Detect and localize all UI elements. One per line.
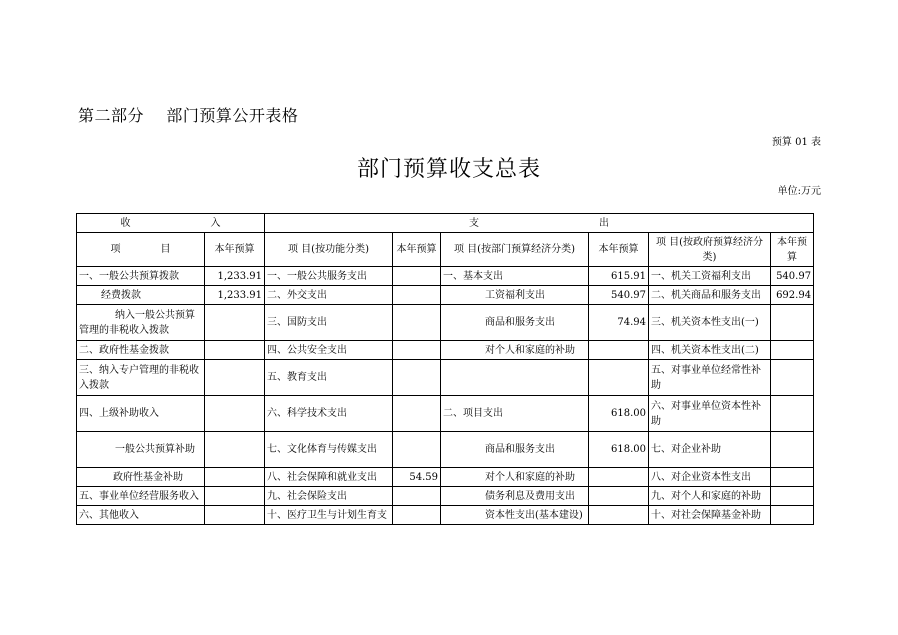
econ-amount: 618.00 <box>589 396 649 432</box>
func-item: 九、社会保险支出 <box>265 487 393 506</box>
func-amount <box>393 432 441 468</box>
gov-item: 十、对社会保障基金补助 <box>649 506 771 525</box>
func-item: 一、一般公共服务支出 <box>265 267 393 286</box>
econ-item: 一、基本支出 <box>441 267 589 286</box>
econ-item: 对个人和家庭的补助 <box>441 341 589 360</box>
econ-item: 资本性支出(基本建设) <box>441 506 589 525</box>
gov-amount <box>771 396 814 432</box>
income-amount: 1,233.91 <box>205 267 265 286</box>
gov-item: 六、对事业单位资本性补助 <box>649 396 771 432</box>
income-amount: 1,233.91 <box>205 286 265 305</box>
income-amount <box>205 487 265 506</box>
func-amount <box>393 286 441 305</box>
income-item: 三、纳入专户管理的非税收入拨款 <box>77 360 205 396</box>
income-budget-header: 本年预算 <box>205 233 265 267</box>
gov-amount <box>771 468 814 487</box>
income-amount <box>205 341 265 360</box>
gov-item: 三、机关资本性支出(一) <box>649 305 771 341</box>
gov-amount <box>771 506 814 525</box>
income-item: 二、政府性基金拨款 <box>77 341 205 360</box>
table-row <box>77 360 814 396</box>
func-amount: 54.59 <box>393 468 441 487</box>
budget-table <box>76 213 814 525</box>
func-item: 七、文化体育与传媒支出 <box>265 432 393 468</box>
func-item: 六、科学技术支出 <box>265 396 393 432</box>
func-amount <box>393 396 441 432</box>
econ-amount <box>589 468 649 487</box>
gov-budget-header: 本年预算 <box>771 233 814 267</box>
func-amount <box>393 487 441 506</box>
func-budget-header: 本年预算 <box>393 233 441 267</box>
gov-amount <box>771 360 814 396</box>
income-header: 收 入 <box>77 214 265 233</box>
econ-amount <box>589 487 649 506</box>
func-item-header: 项 目(按功能分类) <box>265 233 393 267</box>
section-title: 第二部分 部门预算公开表格 <box>78 106 299 125</box>
income-item: 一、一般公共预算拨款 <box>77 267 205 286</box>
table-number: 预算 01 表 <box>771 137 821 148</box>
func-item: 十、医疗卫生与计划生育支 <box>265 506 393 525</box>
income-amount <box>205 432 265 468</box>
income-item: 五、事业单位经营服务收入 <box>77 487 205 506</box>
gov-amount <box>771 305 814 341</box>
econ-item-header: 项 目(按部门预算经济分类) <box>441 233 589 267</box>
income-item: 纳入一般公共预算管理的非税收入拨款 <box>77 305 205 341</box>
income-item: 六、其他收入 <box>77 506 205 525</box>
gov-item-header: 项 目(按政府预算经济分类) <box>649 233 771 267</box>
gov-item: 九、对个人和家庭的补助 <box>649 487 771 506</box>
func-item: 八、社会保障和就业支出 <box>265 468 393 487</box>
func-item: 五、教育支出 <box>265 360 393 396</box>
econ-amount <box>589 360 649 396</box>
gov-item: 二、机关商品和服务支出 <box>649 286 771 305</box>
econ-item: 工资福利支出 <box>441 286 589 305</box>
econ-amount: 615.91 <box>589 267 649 286</box>
income-amount <box>205 396 265 432</box>
gov-item: 五、对事业单位经常性补助 <box>649 360 771 396</box>
econ-item: 商品和服务支出 <box>441 305 589 341</box>
table-row <box>77 305 814 341</box>
func-amount <box>393 341 441 360</box>
econ-item: 二、项目支出 <box>441 396 589 432</box>
page-title: 部门预算收支总表 <box>356 157 541 182</box>
econ-amount <box>589 506 649 525</box>
econ-item: 商品和服务支出 <box>441 432 589 468</box>
income-amount <box>205 360 265 396</box>
gov-amount: 540.97 <box>771 267 814 286</box>
gov-amount <box>771 487 814 506</box>
gov-item: 四、机关资本性支出(二) <box>649 341 771 360</box>
func-amount <box>393 305 441 341</box>
table-row <box>77 506 814 525</box>
unit-label: 单位:万元 <box>777 186 821 197</box>
econ-budget-header: 本年预算 <box>589 233 649 267</box>
econ-amount: 618.00 <box>589 432 649 468</box>
gov-item: 一、机关工资福利支出 <box>649 267 771 286</box>
table-row <box>77 341 814 360</box>
table-row <box>77 487 814 506</box>
gov-amount <box>771 432 814 468</box>
econ-amount: 74.94 <box>589 305 649 341</box>
income-item: 四、上级补助收入 <box>77 396 205 432</box>
func-amount <box>393 506 441 525</box>
income-item: 一般公共预算补助 <box>77 432 205 468</box>
gov-item: 七、对企业补助 <box>649 432 771 468</box>
income-item: 经费拨款 <box>77 286 205 305</box>
table-row <box>77 468 814 487</box>
header-row-columns <box>77 233 814 267</box>
econ-item: 债务利息及费用支出 <box>441 487 589 506</box>
func-amount <box>393 267 441 286</box>
income-item: 政府性基金补助 <box>77 468 205 487</box>
func-item: 四、公共安全支出 <box>265 341 393 360</box>
econ-item: 对个人和家庭的补助 <box>441 468 589 487</box>
func-item: 二、外交支出 <box>265 286 393 305</box>
expense-header: 支 出 <box>265 214 814 233</box>
func-item: 三、国防支出 <box>265 305 393 341</box>
func-amount <box>393 360 441 396</box>
income-amount <box>205 305 265 341</box>
econ-amount: 540.97 <box>589 286 649 305</box>
table-row <box>77 396 814 432</box>
gov-item: 八、对企业资本性支出 <box>649 468 771 487</box>
table-row <box>77 267 814 286</box>
econ-amount <box>589 341 649 360</box>
income-amount <box>205 506 265 525</box>
income-item-header: 项 目 <box>77 233 205 267</box>
header-row-group <box>77 214 814 233</box>
gov-amount <box>771 341 814 360</box>
gov-amount: 692.94 <box>771 286 814 305</box>
table-row <box>77 286 814 305</box>
econ-item <box>441 360 589 396</box>
income-amount <box>205 468 265 487</box>
table-row <box>77 432 814 468</box>
